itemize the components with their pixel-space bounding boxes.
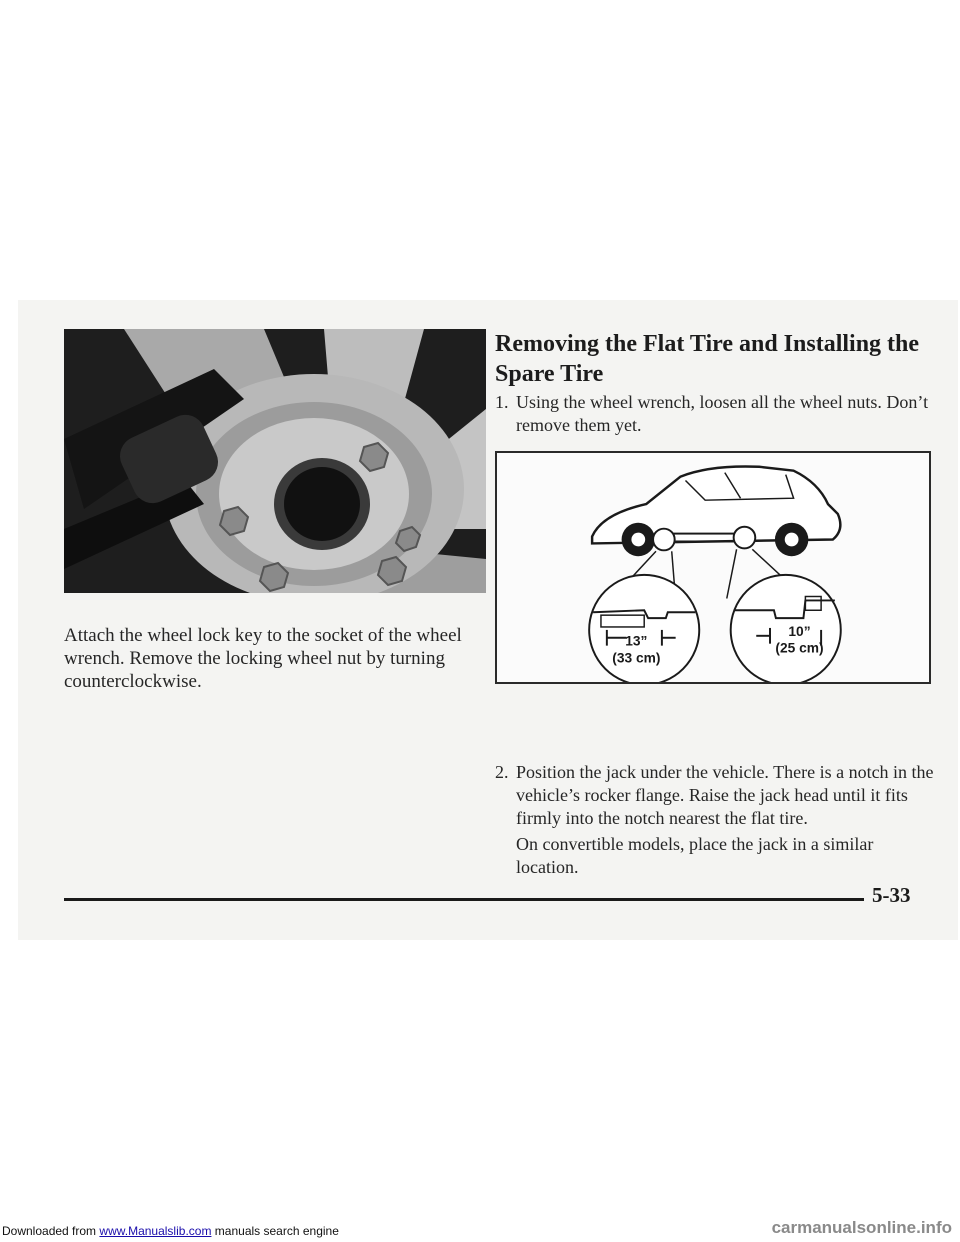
footer-prefix: Downloaded from: [2, 1224, 97, 1238]
step-number: 2.: [495, 762, 509, 782]
step-number: 1.: [495, 392, 509, 412]
page-number: 5-33: [872, 883, 911, 907]
footer-rule: [64, 898, 864, 901]
download-footer: [2, 1224, 339, 1238]
step-text: Using the wheel wrench, loosen all the wheel nuts. Don’t remove them yet.: [516, 392, 929, 435]
watermark-logo: carmanualsonline.info: [771, 1218, 952, 1237]
section-title: Removing the Flat Tire and Installing the Spare Tire: [495, 331, 920, 387]
rear-dimension-in: 10”: [788, 623, 811, 639]
step-1: [495, 391, 935, 441]
step-2: [495, 761, 935, 831]
front-dimension-cm: (33 cm): [612, 650, 661, 666]
rear-dimension-cm: (25 cm): [775, 640, 824, 656]
car-jack-points-icon: [497, 453, 929, 682]
footer-suffix: manuals search engine: [214, 1224, 339, 1238]
wheel-lock-photo: [64, 329, 486, 593]
photo-caption: Attach the wheel lock key to the socket of the wheel wrench. Remove the locking wheel nut by turning counterclockwise.: [64, 625, 462, 692]
step-note: On convertible models, place the jack in a similar location.: [516, 834, 874, 877]
manualslib-link[interactable]: www.Manualslib.com: [99, 1224, 212, 1238]
step-text: Position the jack under the vehicle. There is a notch in the vehicle’s rocker flange. Raise the jack head until it fits firmly into the notch nearest the flat tire.: [516, 762, 934, 828]
front-dimension-in: 13”: [625, 633, 648, 649]
wheel-lug-nut-photo-icon: [64, 329, 486, 593]
jack-position-diagram: [495, 451, 931, 684]
